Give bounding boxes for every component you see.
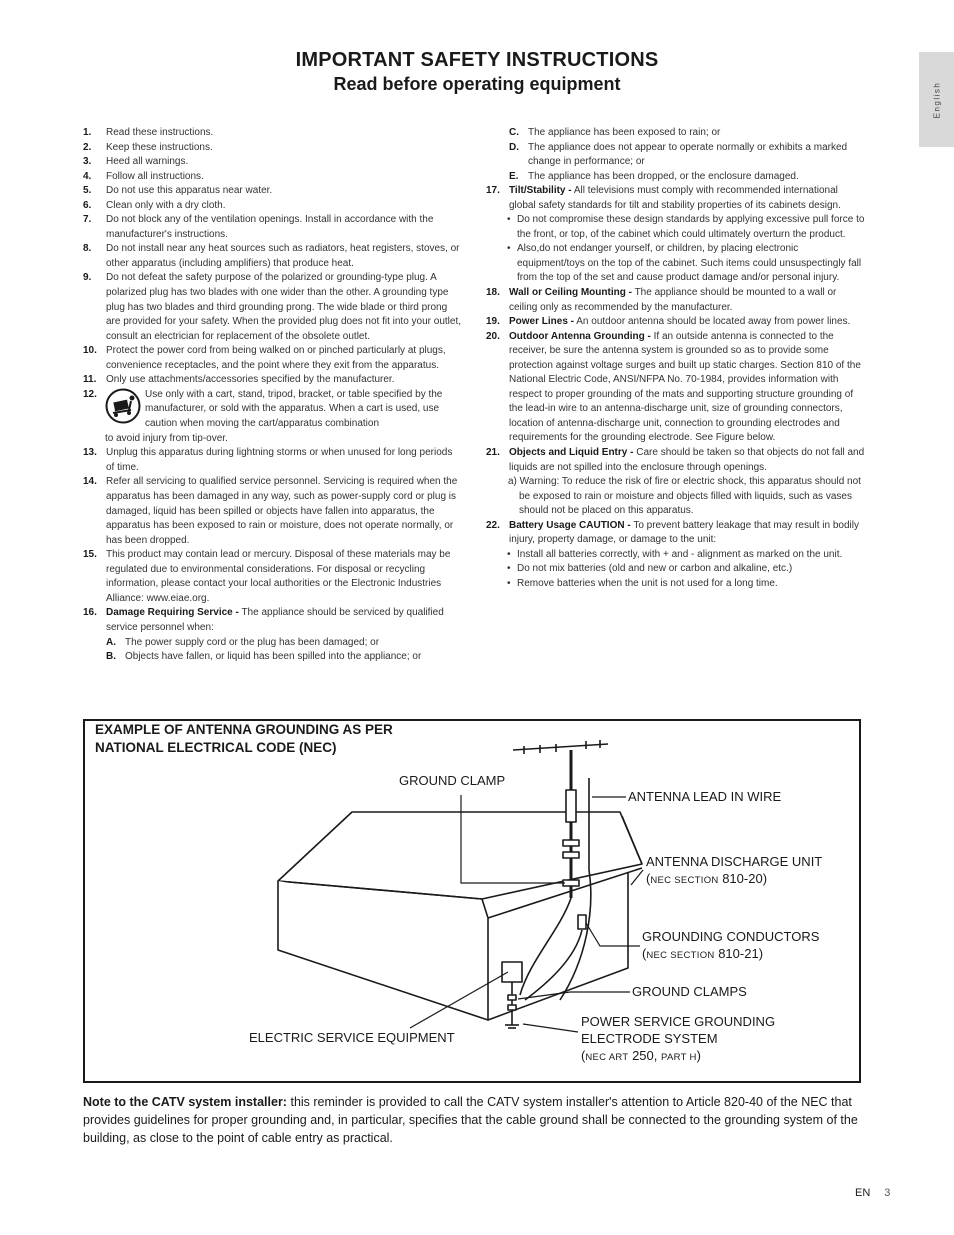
item-heading: Wall or Ceiling Mounting -: [509, 287, 632, 299]
note-text: this reminder is provided to call the CATV system installer's attention to Article 820-40 of the NEC that provides guidelines for proper grounding and, in particular, specifies that the cable ground shall be connected to the grounding system of the building, as close to the point of cable entry as practical.: [83, 1095, 858, 1145]
label-line: POWER SERVICE GROUNDING: [581, 1014, 776, 1029]
ground-clamp-small: [508, 995, 516, 1000]
paren: (: [646, 871, 651, 886]
item-number: 17.: [486, 185, 500, 197]
item-number: 22.: [486, 519, 500, 531]
ground-clamp-small: [508, 1005, 516, 1010]
nec-num: 810-20: [722, 871, 763, 886]
item-text: This product may contain lead or mercury. Disposal of these materials may be regulated due to environmental considerations. For disposal or recycling information, please contact your local authorities or the Electronic Industries Alliance: www.eiae.org.: [106, 549, 451, 604]
item-number: 13.: [83, 447, 97, 459]
item-text: Unplug this apparatus during lightning storms or when unused for long periods of time.: [106, 447, 453, 473]
item-text: Do not use this apparatus near water.: [106, 185, 273, 197]
sub-item-letter: B.: [106, 651, 116, 663]
nec-ref: NEC SECTION: [650, 875, 719, 886]
electric-service-box: [502, 962, 522, 982]
item-number: 3.: [83, 156, 92, 168]
label-line: GROUNDING CONDUCTORS: [642, 929, 820, 944]
bullet-dot: •: [507, 577, 511, 589]
item-text: Care should be taken so that objects do not fall and liquids are not spilled into the enclosure through openings.: [509, 447, 865, 473]
footer-language: EN: [855, 1187, 871, 1199]
item-text: The appliance should be mounted to a wall or ceiling only as recommended by the manufacturer.: [509, 287, 837, 313]
label-ground-clamps: GROUND CLAMPS: [632, 984, 747, 999]
item-text: An outdoor antenna should be located away from power lines.: [576, 316, 851, 328]
sub-item-text: The appliance does not appear to operate normally or exhibits a marked change in performance; or: [528, 141, 848, 168]
sub-item-text: Objects have fallen, or liquid has been spilled into the appliance; or: [125, 651, 422, 663]
language-tab-label: English: [932, 81, 941, 118]
leader-power-grounding: [523, 1024, 578, 1032]
label-grounding-conductors: [642, 928, 819, 964]
item-text: Keep these instructions.: [106, 141, 213, 153]
item-text: Only use attachments/accessories specified by the manufacturer.: [106, 374, 395, 386]
item-text: Do not install near any heat sources such as radiators, heat registers, stoves, or other apparatus (including amplifiers) that produce heat.: [106, 243, 460, 269]
label-antenna-discharge-unit: [646, 853, 822, 889]
label-line: [642, 945, 819, 964]
leader-grounding-conductors: [586, 923, 640, 946]
diagram-title-line-1: EXAMPLE OF ANTENNA GROUNDING AS PER: [95, 722, 393, 737]
item-number: 9.: [83, 272, 92, 284]
paren: ): [696, 1048, 701, 1063]
item-text: Refer all servicing to qualified service personnel. Servicing is required when the apparatus has been damaged in any way, such as power-supply cord or plug is damaged, liquid has been spilled or objects have fallen into apparatus, the apparatus has been exposed to rain or moisture, does not operate normally, or has been dropped.: [106, 476, 458, 546]
page-footer: [855, 1187, 890, 1199]
item-text: Heed all warnings.: [106, 156, 189, 168]
item-text: Clean only with a dry cloth.: [106, 199, 226, 211]
house-left-wall: [278, 881, 488, 1020]
antenna-boom: [513, 744, 608, 750]
item-number: 6.: [83, 199, 92, 211]
page-title: IMPORTANT SAFETY INSTRUCTIONS: [295, 49, 659, 71]
sub-item-text: The appliance has been dropped, or the enclosure damaged.: [528, 170, 799, 182]
item-number: 4.: [83, 170, 92, 182]
paren: ): [758, 946, 764, 961]
label-line: [646, 870, 822, 889]
label-power-service-grounding: [581, 1013, 775, 1066]
label-antenna-lead-in-wire: ANTENNA LEAD IN WIRE: [628, 789, 782, 804]
page-number: 3: [884, 1187, 891, 1199]
label-ground-clamp: GROUND CLAMP: [399, 773, 506, 788]
catv-installer-note: [83, 1093, 863, 1147]
paren: (: [581, 1048, 586, 1063]
antenna-discharge-unit-shape: [578, 915, 586, 929]
item-text: All televisions must comply with recommended international global safety standards for tilt and stability properties of its cabinets design.: [509, 185, 841, 211]
nec-ref: NEC SECTION: [646, 950, 715, 961]
mast-clamp: [563, 852, 579, 858]
item-number: 20.: [486, 330, 500, 342]
leader-discharge-unit: [631, 870, 643, 885]
bullet-dot: •: [507, 243, 511, 255]
item-number: 14.: [83, 476, 97, 488]
item-text: Do not defeat the safety purpose of the polarized or grounding-type plug. A polarized plug has two blades with one wider than the other. A grounding type plug has two blades and third grounding prong. The wide blade or third prong are provided for your safety. When the provided plug does not fit into your outlet, consult an electrician for replacement of the obsolete outlet.: [106, 272, 462, 342]
bullet-dot: •: [507, 563, 511, 575]
item-number: 21.: [486, 447, 500, 459]
page-subtitle: Read before operating equipment: [333, 74, 621, 94]
item-number: 18.: [486, 287, 500, 299]
nec-num: 810-21: [718, 946, 759, 961]
item-number: 12.: [83, 388, 97, 400]
item-number: 16.: [83, 607, 97, 619]
item-heading: Damage Requiring Service -: [106, 607, 239, 619]
bullet-text: Install all batteries correctly, with + and - alignment as marked on the unit.: [517, 548, 843, 560]
label-electric-service-equipment: ELECTRIC SERVICE EQUIPMENT: [249, 1030, 455, 1045]
item-heading: Objects and Liquid Entry -: [509, 447, 634, 459]
paren: ): [762, 871, 768, 886]
item-text-continued: to avoid injury from tip-over.: [105, 432, 228, 444]
item-text: To prevent battery leakage that may result in bodily injury, property damage, or damage to the unit:: [509, 519, 859, 546]
sub-item-letter: D.: [509, 141, 519, 153]
item-number: 2.: [83, 141, 92, 153]
warning-text: a) Warning: To reduce the risk of fire or electric shock, this apparatus should not be exposed to rain or moisture and objects filled with liquids, such as vases should not be placed on this apparatus.: [508, 476, 861, 517]
item-heading: Outdoor Antenna Grounding -: [509, 330, 651, 342]
bullet-text: Also,do not endanger yourself, or children, by placing electronic equipment/toys on the top of the cabinet. Such items could unsuspectingly fall from the top of the set and cause product damage and/or personal injury.: [517, 243, 862, 284]
nec-ref: NEC ART: [585, 1052, 629, 1063]
item-text: If an outside antenna is connected to the receiver, be sure the antenna system is grounded so as to provide some protection against voltage surges and built up static charges. Section 810 of the National Electric Code, ANSI/NFPA No. 70-1984, provides information with respect to proper grounding of the mats and supporting structure grounding of the lead-in wire to an antenna-discharge unit, size of grounding connectors, location of antenna-discharge unit, connection to grounding electrodes and requirements for the grounding electrode. See Figure below.: [509, 330, 861, 444]
mast-ground-clamp: [563, 880, 579, 886]
sub-item-letter: E.: [509, 170, 519, 182]
sub-item-text: The power supply cord or the plug has been damaged; or: [125, 636, 380, 648]
item-heading: Tilt/Stability -: [509, 185, 572, 197]
paren: (: [642, 946, 647, 961]
diagram-title-line-2: NATIONAL ELECTRICAL CODE (NEC): [95, 740, 337, 755]
item-number: 1.: [83, 127, 92, 138]
bullet-dot: •: [507, 214, 511, 226]
item-text: Read these instructions.: [106, 127, 214, 138]
item-heading: Power Lines -: [509, 316, 575, 328]
bullet-text: Remove batteries when the unit is not used for a long time.: [517, 577, 778, 589]
sub-item-text: The appliance has been exposed to rain; or: [528, 127, 721, 138]
item-number: 15.: [83, 549, 97, 561]
sub-item-letter: A.: [106, 636, 116, 648]
item-text: Do not block any of the ventilation openings. Install in accordance with the manufacturer's instructions.: [106, 214, 434, 240]
nec-num: 250,: [632, 1048, 658, 1063]
item-number: 5.: [83, 185, 92, 197]
label-line: ANTENNA DISCHARGE UNIT: [646, 854, 823, 869]
item-heading: Battery Usage CAUTION -: [509, 519, 631, 531]
sub-item-letter: C.: [509, 127, 519, 138]
label-line: [581, 1047, 775, 1066]
note-heading: Note to the CATV system installer:: [83, 1095, 287, 1109]
item-text: Follow all instructions.: [106, 170, 204, 182]
mast-clamp: [563, 840, 579, 846]
item-number: 8.: [83, 243, 92, 255]
item-text: Protect the power cord from being walked on or pinched particularly at plugs, convenience receptacles, and the point where they exit from the apparatus.: [106, 345, 446, 371]
nec-ref: PART H: [661, 1052, 697, 1063]
bullet-text: Do not mix batteries (old and new or carbon and alkaline, etc.): [517, 563, 793, 575]
item-number: 11.: [83, 374, 97, 386]
bullet-text: Do not compromise these design standards by applying excessive pull force to the front, or top, of the cabinet which could ultimately overturn the product.: [517, 214, 865, 240]
item-number: 7.: [83, 214, 92, 226]
bullet-dot: •: [507, 548, 511, 560]
item-text: Use only with a cart, stand, tripod, bracket, or table specified by the manufacturer, or sold with the apparatus. When a cart is used, use caution when moving the cart/apparatus combination: [145, 388, 443, 429]
grounding-conductor-path: [520, 898, 571, 995]
item-number: 10.: [83, 345, 97, 357]
label-line: ELECTRODE SYSTEM: [581, 1031, 718, 1046]
item-number: 19.: [486, 316, 500, 328]
mast-bracket: [566, 790, 576, 822]
item-text: The appliance should be serviced by qualified service personnel when:: [106, 607, 444, 633]
